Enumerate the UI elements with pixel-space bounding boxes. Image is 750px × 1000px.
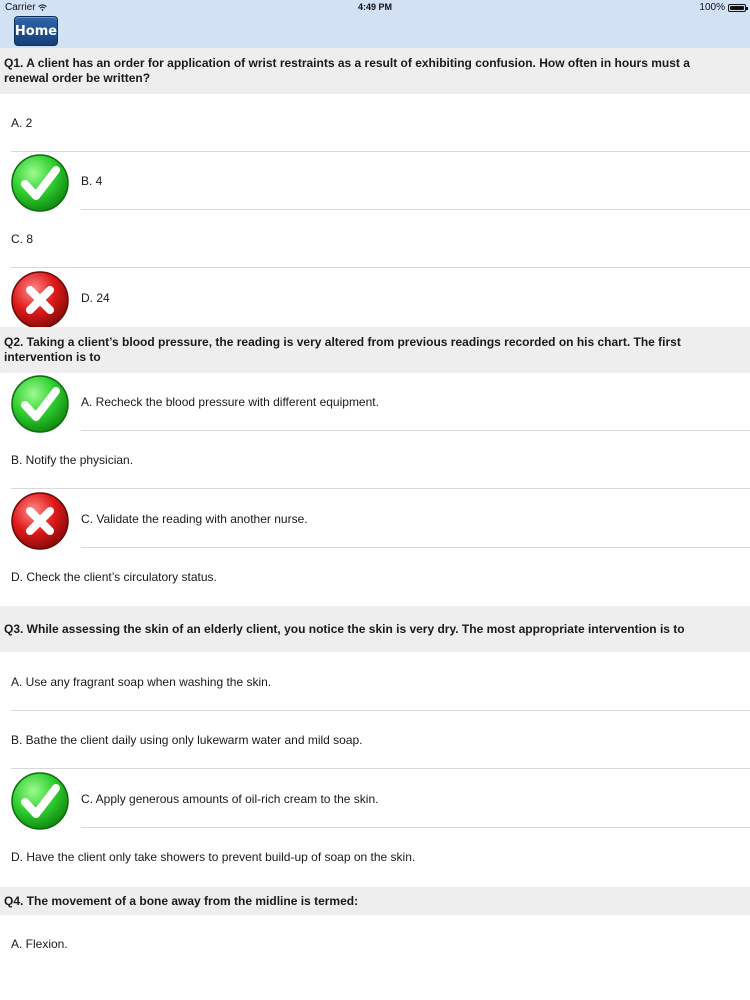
- question-3-option-a[interactable]: [0, 653, 750, 711]
- option-divider: [11, 267, 750, 268]
- navigation-bar: [0, 16, 750, 48]
- option-label: C. Validate the reading with another nurse.: [81, 512, 308, 526]
- question-4-option-a[interactable]: [0, 915, 750, 973]
- option-label: C. Apply generous amounts of oil-rich cream to the skin.: [81, 792, 379, 806]
- question-4-text: Q4. The movement of a bone away from the midline is termed:: [0, 887, 750, 915]
- battery-indicator: [699, 2, 746, 13]
- option-label: A. Recheck the blood pressure with different equipment.: [81, 395, 379, 409]
- question-3-option-c[interactable]: [0, 770, 750, 828]
- question-2-option-a[interactable]: [0, 373, 750, 431]
- question-2-option-d[interactable]: [0, 548, 750, 606]
- checkmark-icon: [10, 374, 70, 434]
- question-2-option-b[interactable]: [0, 431, 750, 489]
- checkmark-icon: [10, 153, 70, 213]
- option-label: D. Have the client only take showers to prevent build-up of soap on the skin.: [11, 850, 416, 864]
- option-divider: [11, 488, 750, 489]
- question-2-option-c[interactable]: [0, 490, 750, 548]
- option-label: D. Check the client’s circulatory status.: [11, 570, 217, 584]
- option-label: C. 8: [11, 232, 34, 246]
- option-divider: [11, 768, 750, 769]
- home-button[interactable]: Home: [14, 16, 58, 46]
- option-label: B. 4: [81, 174, 103, 188]
- option-label: D. 24: [81, 291, 110, 305]
- x-mark-icon: [10, 491, 70, 551]
- question-3-text: Q3. While assessing the skin of an elderly client, you notice the skin is very dry. The most appropriate intervention is to: [0, 606, 750, 652]
- status-bar: [0, 0, 750, 16]
- battery-icon: [728, 4, 746, 12]
- option-label: A. Flexion.: [11, 937, 68, 951]
- status-time: 4:49 PM: [357, 2, 392, 12]
- question-1-text: Q1. A client has an order for application of wrist restraints as a result of exhibiting confusion. How often in hours must a renewal order be written?: [0, 48, 750, 94]
- option-label: B. Notify the physician.: [11, 453, 134, 467]
- question-3-option-b[interactable]: [0, 711, 750, 769]
- battery-percent: 100%: [699, 2, 725, 13]
- x-mark-icon: [10, 270, 70, 330]
- question-2-text: Q2. Taking a client’s blood pressure, the reading is very altered from previous readings recorded on his chart. The first intervention is to: [0, 327, 750, 373]
- question-1-option-c[interactable]: [0, 210, 750, 268]
- carrier-label: Carrier: [5, 2, 36, 13]
- question-1-option-a[interactable]: [0, 94, 750, 152]
- option-label: B. Bathe the client daily using only lukewarm water and mild soap.: [11, 733, 363, 747]
- checkmark-icon: [10, 771, 70, 831]
- question-1-option-b[interactable]: [0, 152, 750, 210]
- option-label: A. Use any fragrant soap when washing the skin.: [11, 675, 272, 689]
- question-3-option-d[interactable]: [0, 828, 750, 886]
- question-1-option-d[interactable]: [0, 269, 750, 327]
- option-label: A. 2: [11, 116, 33, 130]
